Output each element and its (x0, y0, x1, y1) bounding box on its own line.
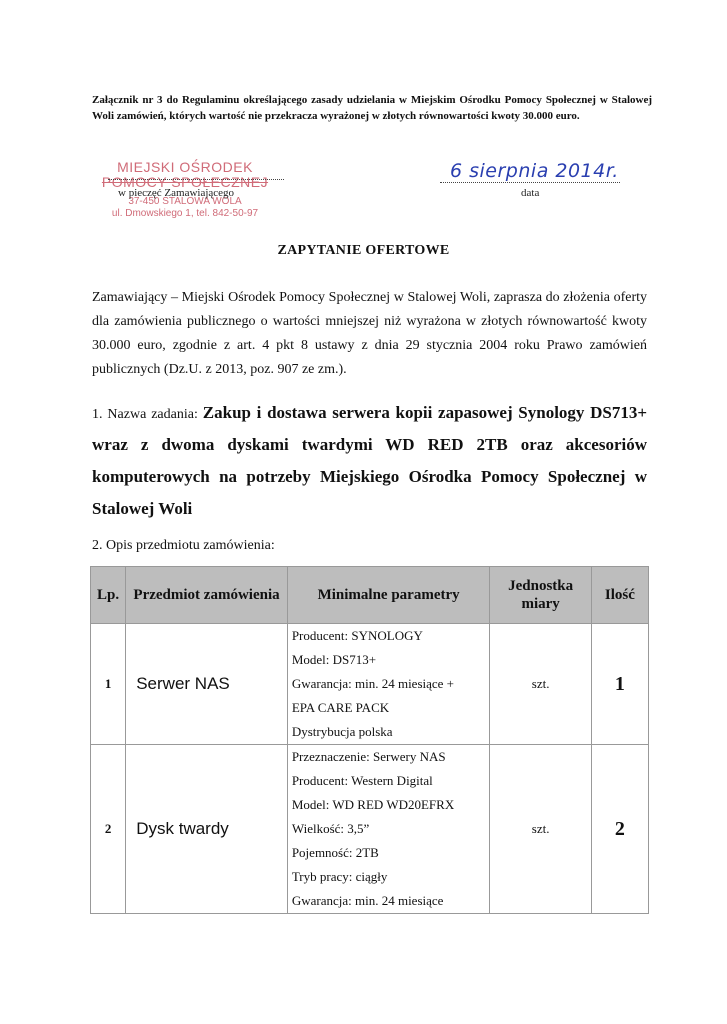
header-lp: Lp. (91, 567, 126, 624)
table-row (91, 624, 649, 745)
row-subject: Serwer NAS (126, 624, 288, 745)
header-subject: Przedmiot zamówienia (126, 567, 288, 624)
param-line: Przeznaczenie: Serwery NAS (291, 749, 446, 764)
task-name: Zakup i dostawa serwera kopii zapasowej Synology DS713+ wraz z dwoma dyskami twardymi WD RED 2TB oraz akcesoriów komputerowych na potrzeby Miejskiego Ośrodka Pomocy Społecznej w Stalowej Woli (92, 403, 648, 518)
param-line: EPA CARE PACK (291, 700, 390, 715)
header-unit: Jednostka miary (490, 567, 591, 624)
intro-paragraph: Zamawiający – Miejski Ośrodek Pomocy Społecznej w Stalowej Woli, zaprasza do złożenia oferty dla zamówienia publicznego o wartości mniejszej niż wyrażona w złotych równowartość kwoty 30.000 euro, zgodnie z art. 4 pkt 8 ustawy z dnia 29 stycznia 2004 roku Prawo zamówień publicznych (Dz.U. z 2013, poz. 907 ze zm.). (92, 290, 647, 377)
header-params: Minimalne parametry (287, 567, 490, 624)
param-line: Wielkość: 3,5” (291, 821, 370, 836)
param-line: Gwarancja: min. 24 miesiące + (291, 676, 455, 691)
task-section (92, 398, 647, 526)
header-qty: Ilość (591, 567, 648, 624)
handwritten-date: 6 sierpnia 2014r. (450, 160, 619, 182)
row-qty: 1 (591, 624, 648, 745)
task-label: 1. Nazwa zadania: (92, 407, 198, 422)
row-unit: szt. (490, 745, 591, 914)
row-lp: 1 (91, 624, 126, 745)
document-title: ZAPYTANIE OFERTOWE (277, 243, 450, 258)
attachment-note: Załącznik nr 3 do Regulaminu określającego zasady udzielania w Miejskim Ośrodku Pomocy Społecznej w Stalowej Woli zamówień, których wartość nie przekracza wyrażonej w złotych równowartości kwoty 30.000 euro. (92, 94, 652, 122)
param-line: Model: WD RED WD20EFRX (291, 797, 455, 812)
param-line: Gwarancja: min. 24 miesiące (291, 893, 444, 908)
stamp-line-3: 37-450 STALOWA WOLA (128, 196, 242, 207)
stamp-dotted-line (108, 179, 284, 180)
param-line: Producent: SYNOLOGY (291, 628, 423, 643)
stamp-line-2: POMOCY SPOŁECZNEJ (101, 174, 269, 190)
table-header-row (91, 567, 649, 624)
date-caption: data (521, 187, 540, 199)
table-row (91, 745, 649, 914)
stamp-caption: w pieczęć Zamawiającego (118, 187, 235, 199)
param-line: Pojemność: 2TB (291, 845, 379, 860)
param-line: Model: DS713+ (291, 652, 377, 667)
row-qty: 2 (591, 745, 648, 914)
row-unit: szt. (490, 624, 591, 745)
row-subject: Dysk twardy (126, 745, 288, 914)
date-dotted-line (440, 182, 620, 183)
description-heading: 2. Opis przedmiotu zamówienia: (92, 538, 275, 553)
row-params (287, 624, 490, 745)
param-line: Tryb pracy: ciągły (291, 869, 388, 884)
stamp-line-4: ul. Dmowskiego 1, tel. 842-50-97 (111, 208, 259, 219)
row-params (287, 745, 490, 914)
stamp-line-1: MIEJSKI OŚRODEK (117, 159, 253, 175)
param-line: Producent: Western Digital (291, 773, 433, 788)
items-table (90, 566, 649, 914)
param-line: Dystrybucja polska (291, 724, 393, 739)
row-lp: 2 (91, 745, 126, 914)
